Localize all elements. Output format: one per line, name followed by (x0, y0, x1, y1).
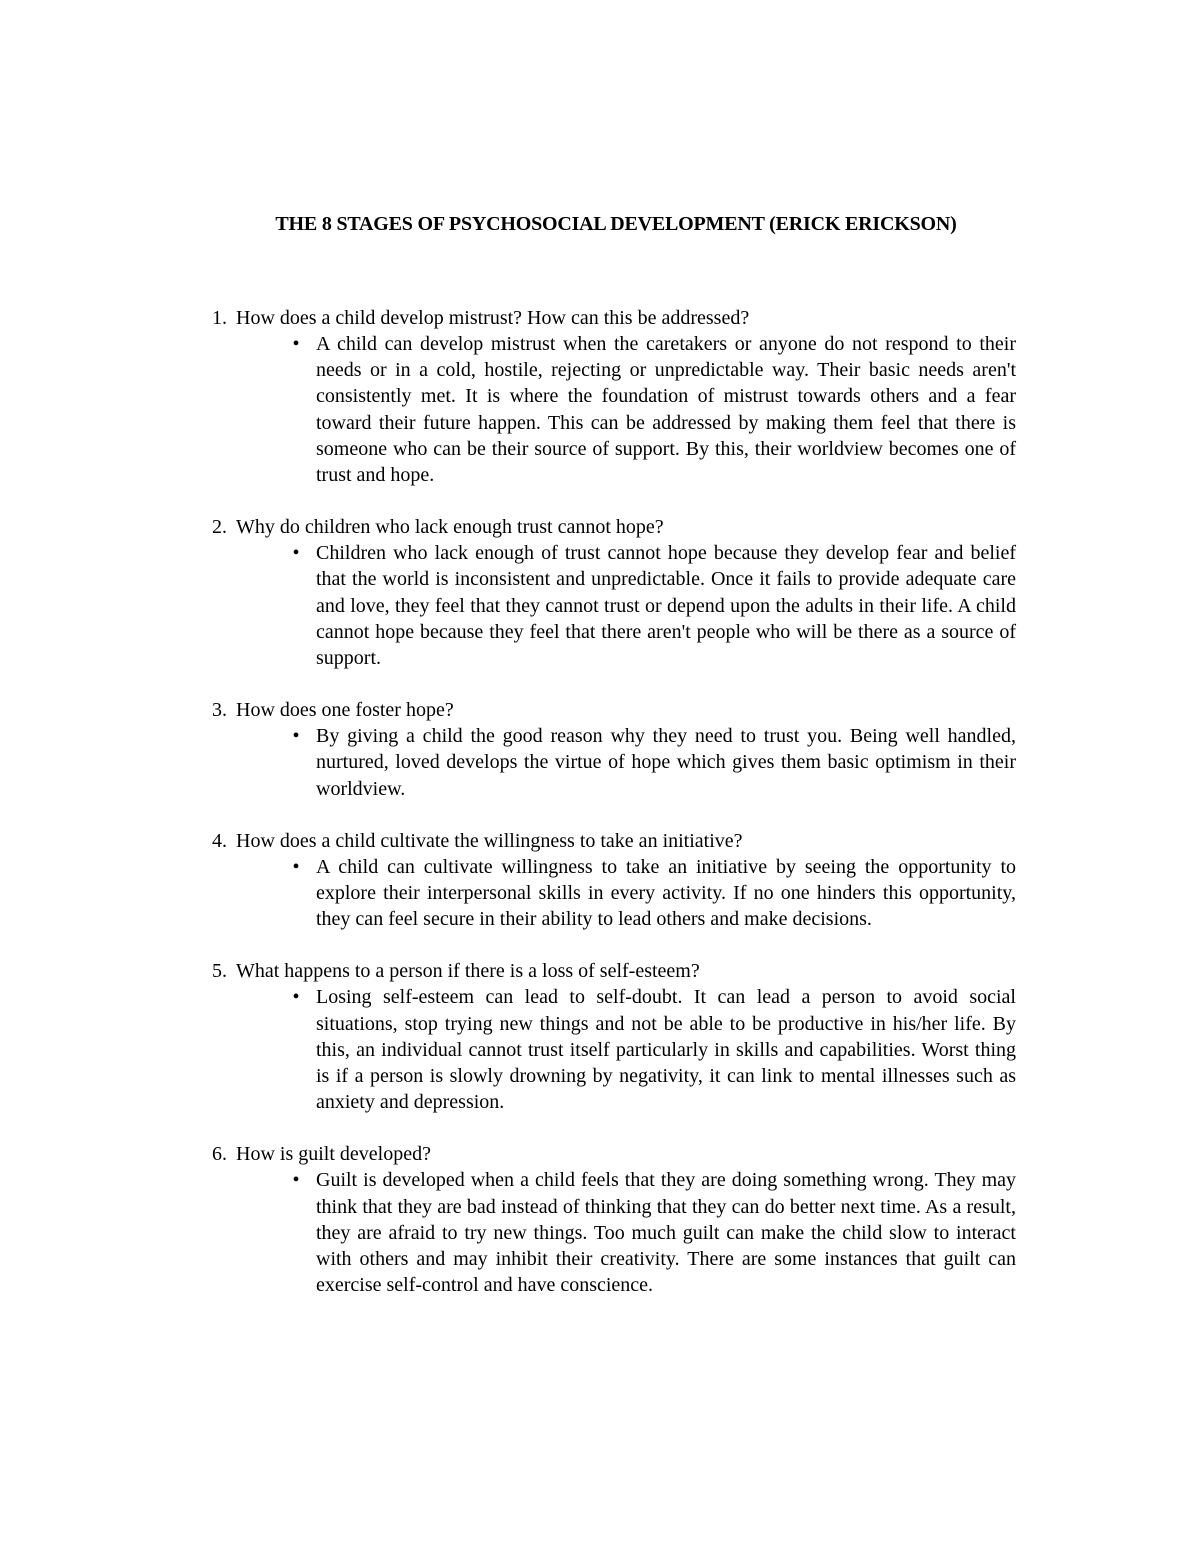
answer-text: Guilt is developed when a child feels that they are doing something wrong. They may think that they are bad instead of thinking that they can do better next time. As a result, they are afraid to try new things. Too much guilt can make the child slow to interact with others and may inhibit their creativity. There are some instances that guilt can exercise self-control and have conscience. (316, 1169, 1016, 1297)
question-line (212, 1141, 1022, 1167)
question-text: How does one foster hope? (236, 699, 454, 722)
question-item (212, 828, 1022, 933)
question-item (212, 1141, 1022, 1298)
bullet-icon: • (292, 1169, 300, 1192)
bullet-icon: • (292, 542, 300, 565)
question-text: How does a child cultivate the willingness to take an initiative? (236, 829, 743, 852)
question-item (212, 958, 1022, 1115)
question-number: 3. (212, 699, 227, 722)
answer-paragraph (292, 540, 1016, 671)
question-line (212, 514, 1022, 540)
question-text: How is guilt developed? (236, 1143, 431, 1166)
answer-paragraph (292, 854, 1016, 933)
question-number: 5. (212, 960, 227, 983)
question-list (212, 305, 1022, 1324)
answer-paragraph (292, 1167, 1016, 1298)
bullet-icon: • (292, 986, 300, 1009)
bullet-icon: • (292, 855, 300, 878)
question-line (212, 305, 1022, 331)
answer-text: Children who lack enough of trust cannot hope because they develop fear and belief that the world is inconsistent and unpredictable. Once it fails to provide adequate care and love, they feel that they cannot trust or depend upon the adults in their life. A child cannot hope because they feel that there aren't people who will be there as a source of support. (316, 542, 1016, 670)
answer-text: A child can develop mistrust when the caretakers or anyone do not respond to their needs or in a cold, hostile, rejecting or unpredictable way. Their basic needs aren't consistently met. It is where the foundation of mistrust towards others and a fear toward their future happen. This can be addressed by making them feel that there is someone who can be their source of support. By this, their worldview becomes one of trust and hope. (316, 333, 1016, 487)
question-item (212, 305, 1022, 488)
question-text: How does a child develop mistrust? How can this be addressed? (236, 307, 750, 329)
answer-text: By giving a child the good reason why they need to trust you. Being well handled, nurtured, loved develops the virtue of hope which gives them basic optimism in their worldview. (316, 725, 1016, 800)
question-number: 1. (212, 307, 227, 329)
bullet-icon: • (292, 725, 300, 748)
question-number: 4. (212, 829, 227, 852)
answer-paragraph (292, 984, 1016, 1115)
question-line (212, 828, 1022, 854)
bullet-icon: • (292, 333, 300, 355)
question-line (212, 697, 1022, 723)
question-text: Why do children who lack enough trust cannot hope? (236, 516, 664, 539)
answer-paragraph (292, 331, 1016, 488)
question-item (212, 697, 1022, 802)
document-title: THE 8 STAGES OF PSYCHOSOCIAL DEVELOPMENT (ERICK ERICKSON) (275, 213, 957, 235)
question-text: What happens to a person if there is a loss of self-esteem? (236, 960, 700, 983)
question-item (212, 514, 1022, 671)
question-line (212, 958, 1022, 984)
answer-text: Losing self-esteem can lead to self-doubt. It can lead a person to avoid social situations, stop trying new things and not be able to be productive in his/her life. By this, an individual cannot trust itself particularly in skills and capabilities. Worst thing is if a person is slowly drowning by negativity, it can link to mental illnesses such as anxiety and depression. (316, 986, 1016, 1114)
answer-paragraph (292, 723, 1016, 802)
answer-text: A child can cultivate willingness to take an initiative by seeing the opportunity to explore their interpersonal skills in every activity. If no one hinders this opportunity, they can feel secure in their ability to lead others and make decisions. (316, 855, 1016, 931)
question-number: 2. (212, 516, 227, 539)
question-number: 6. (212, 1143, 227, 1166)
